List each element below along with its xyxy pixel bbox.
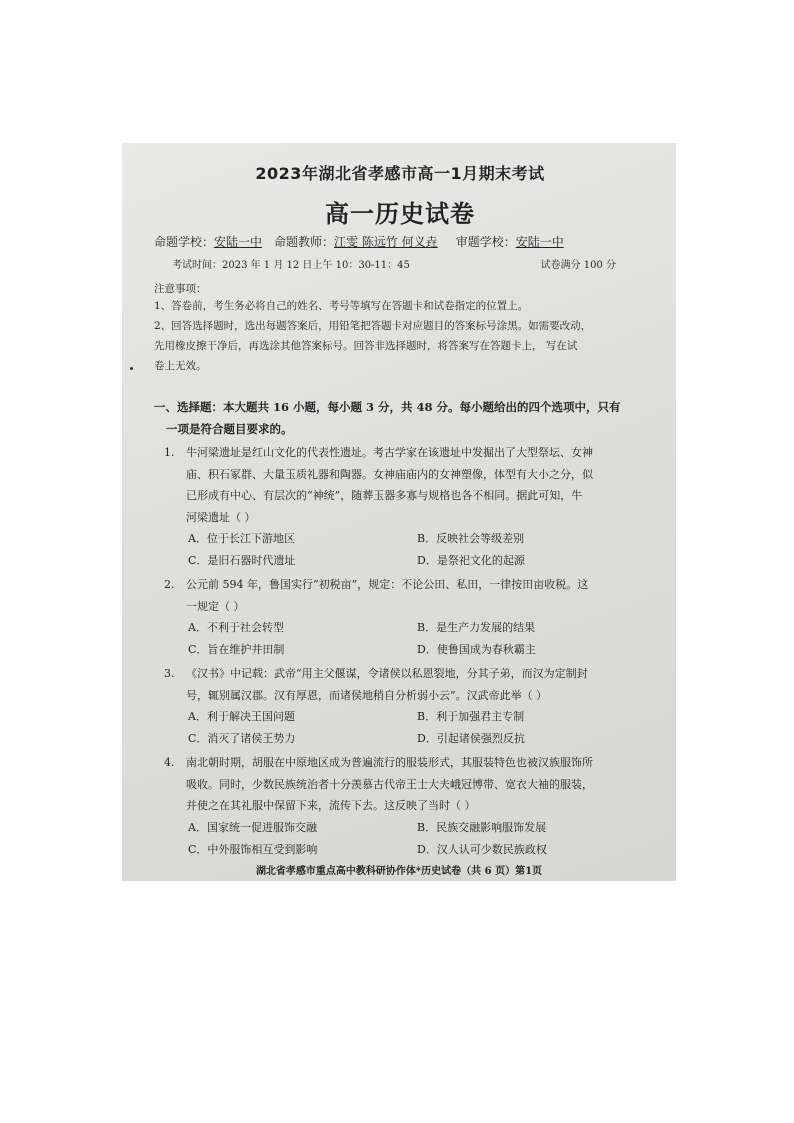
option-b: B．利于加强君主专制 [417,710,525,723]
question-stem-line: 并使之在其礼服中保留下来，流传下去。这反映了当时（ ） [186,799,476,812]
proposition-teachers-label: 命题教师： [274,235,335,249]
exam-info-row [154,256,646,271]
authors-row [154,233,646,250]
option-b: B．民族交融影响服饰发展 [417,820,547,834]
option-d: D．使鲁国成为春秋霸主 [417,643,536,656]
question-stem-line: 已形成有中心、有层次的“神统”，随葬玉器多寡与规格也各不相同。据此可知，牛 [186,489,583,502]
proposition-school: 安陆一中 [214,235,263,249]
question-stem-line: 南北朝时期，胡服在中原地区成为普遍流行的服装形式，其服装特色也被汉族服饰所 [186,756,593,769]
page-footer: 湖北省孝感市重点高中教科研协作体*历史试卷（共 6 页）第1页 [255,866,543,877]
proposition-teachers: 江雯 陈远竹 何义垚 [334,235,438,249]
question-stem-line: 《汉书》中记载：武帝“用主父偃谋，令诸侯以私恩裂地，分其子弟，而汉为定制封 [186,667,588,680]
exam-time: 考试时间：2023 年 1 月 12 日上午 10：30-11：45 [172,260,410,271]
option-d: D．汉人认可少数民族政权 [417,842,547,856]
option-b: B．反映社会等级差别 [417,532,525,545]
option-a: A．不利于社会转型 [188,621,284,634]
question-stem-line: 河梁遗址（ ） [186,510,256,524]
option-d: D．引起诸侯强烈反抗 [417,732,525,745]
option-d: D．是祭祀文化的起源 [417,554,525,567]
exam-title: 2023年湖北省孝感市高一1月期末考试 [255,164,545,183]
question-number: 2. [164,578,175,591]
option-c: C．中外服饰相互受到影响 [188,842,318,856]
question-2 [154,574,646,661]
option-a: A．位于长江下游地区 [188,532,295,545]
proposition-school-label: 命题学校： [154,235,215,249]
section-heading-line: 一项是符合题目要求的。 [166,422,293,436]
stray-mark [130,367,133,370]
option-a: A．利于解决王国问题 [188,710,295,723]
question-4 [154,752,646,861]
paper-title: 高一历史试卷 [325,200,475,228]
notice-line: 1、答卷前，考生务必将自己的姓名、考号等填写在答题卡和试卷指定的位置上。 [154,300,529,312]
question-stem-line: 一规定（ ） [186,599,245,613]
option-c: C．是旧石器时代遗址 [188,554,296,567]
review-school: 安陆一中 [515,235,564,249]
question-number: 1. [164,446,175,459]
question-stem-line: 号，辄别属汉郡。汉有厚恩，而诸侯地稍自分析弱小云”。汉武帝此举（ ） [186,688,548,702]
question-3 [154,663,646,750]
question-stem-line: 牛河梁遗址是红山文化的代表性遗址。考古学家在该遗址中发掘出了大型祭坛、女神 [186,446,593,459]
notice-title: 注意事项： [154,283,207,295]
option-b: B．是生产力发展的结果 [417,621,536,634]
section-heading [154,396,646,440]
exam-paper [122,143,676,881]
question-number: 3. [164,667,175,680]
question-stem-line: 吸收。同时，少数民族统治者十分羡慕古代帝王士大夫峨冠博带、宽衣大袖的服装， [186,777,593,791]
review-school-label: 审题学校： [455,235,516,249]
question-number: 4. [164,756,175,769]
option-c: C．消灭了诸侯王势力 [188,732,296,745]
question-stem-line: 庙、积石冢群、大量玉质礼器和陶器。女神庙庙内的女神塑像，体型有大小之分，似 [186,467,593,481]
notice-line: 先用橡皮擦干净后，再选涂其他答案标号。回答非选择题时，将答案写在答题卡上， 写在试 [154,340,578,352]
notice-line: 卷上无效。 [154,360,207,372]
question-1 [154,442,646,572]
notice-line: 2、回答选择题时，选出每题答案后，用铅笔把答题卡对应题目的答案标号涂黑。如需要改动， [154,320,592,332]
option-a: A．国家统一促进服饰交融 [188,820,317,834]
question-stem-line: 公元前 594 年，鲁国实行“初税亩”，规定：不论公田、私田，一律按田亩收税。这 [186,578,589,591]
section-heading-line: 一、选择题：本大题共 16 小题，每小题 3 分，共 48 分。每小题给出的四个选项中，只有 [154,400,621,414]
option-c: C．旨在维护井田制 [188,643,285,656]
full-score: 试卷满分 100 分 [540,260,616,271]
